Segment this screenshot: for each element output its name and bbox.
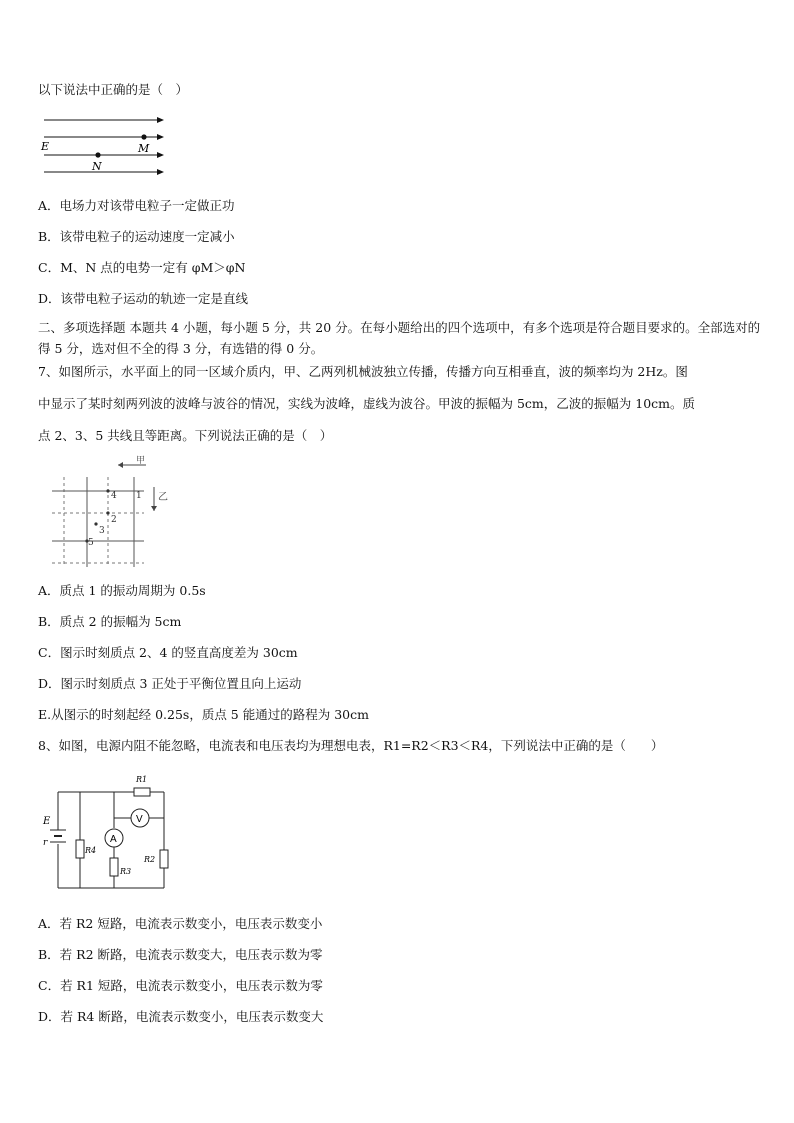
label-r1: R1 — [136, 775, 148, 784]
q8-option-a: A．若 R2 短路，电流表示数变小，电压表示数变小 — [38, 916, 323, 931]
q7-stem-line-2: 中显示了某时刻两列波的波峰与波谷的情况，实线为波峰，虚线为波谷。甲波的振幅为 5cm，乙波的振幅为 10cm。质 — [38, 396, 696, 411]
wave-b-label: 乙 — [158, 492, 168, 503]
field-label: E — [41, 140, 50, 153]
q8-stem: 8、如图，电源内阻不能忽略，电流表和电压表均为理想电表，R1=R2＜R3＜R4，下列说法中正确的是（ ） — [38, 738, 664, 753]
resistor-r4 — [76, 840, 84, 858]
label-r4: R4 — [85, 846, 97, 855]
wave-a-label: 甲 — [136, 456, 146, 466]
point-n — [95, 152, 100, 157]
label-4: 4 — [111, 491, 117, 501]
q6-option-c: C．M、N 点的电势一定有 φM＞φN — [38, 260, 246, 275]
label-m: M — [138, 142, 150, 155]
q6-electric-field-figure — [38, 112, 168, 176]
point-3 — [94, 522, 97, 525]
label-r3: R3 — [120, 867, 132, 876]
q7-stem-line-1: 7、如图所示，水平面上的同一区域介质内，甲、乙两列机械波独立传播，传播方向互相垂直，波的频率均为 2Hz。图 — [38, 364, 688, 379]
q7-option-e: E.从图示的时刻起经 0.25s，质点 5 能通过的路程为 30cm — [38, 707, 369, 722]
q6-option-d: D．该带电粒子运动的轨迹一定是直线 — [38, 291, 249, 306]
section-2-heading: 二、多项选择题 本题共 4 小题，每小题 5 分，共 20 分。在每小题给出的四个选项中，有多个选项是符合题目要求的。全部选对的得 5 分，选对但不全的得 3 分，有选错的得 0 分。 — [38, 320, 761, 356]
label-3: 3 — [99, 526, 105, 536]
voltmeter-label: V — [136, 814, 143, 825]
resistor-r1 — [134, 788, 150, 796]
label-e: E — [43, 816, 51, 827]
point-2 — [106, 511, 109, 514]
label-r: r — [43, 838, 48, 848]
q7-wave-figure — [50, 455, 190, 570]
q7-option-c: C．图示时刻质点 2、4 的竖直高度差为 30cm — [38, 645, 298, 660]
resistor-r3 — [110, 858, 118, 876]
q6-option-b: B．该带电粒子的运动速度一定减小 — [38, 229, 235, 244]
q7-option-b: B．质点 2 的振幅为 5cm — [38, 614, 182, 629]
q8-option-c: C．若 R1 短路，电流表示数变小，电压表示数为零 — [38, 978, 323, 993]
point-m — [141, 134, 146, 139]
label-n: N — [92, 160, 102, 173]
q8-option-d: D．若 R4 断路，电流表示数变小，电压表示数变大 — [38, 1009, 324, 1024]
q8-option-b: B．若 R2 断路，电流表示数变大，电压表示数为零 — [38, 947, 323, 962]
point-4 — [106, 489, 109, 492]
q6-stem-tail: 以下说法中正确的是（ ） — [38, 82, 189, 97]
label-2: 2 — [111, 515, 117, 525]
q7-stem-line-3: 点 2、3、5 共线且等距离。下列说法正确的是（ ） — [38, 428, 333, 443]
q7-option-a: A．质点 1 的振动周期为 0.5s — [38, 583, 206, 598]
label-5: 5 — [88, 538, 94, 548]
resistor-r2 — [160, 850, 168, 868]
q8-circuit-figure — [38, 770, 178, 894]
q7-option-d: D．图示时刻质点 3 正处于平衡位置且向上运动 — [38, 676, 302, 691]
label-r2: R2 — [144, 855, 156, 864]
ammeter-label: A — [110, 834, 117, 845]
label-1: 1 — [136, 491, 142, 501]
q6-option-a: A．电场力对该带电粒子一定做正功 — [38, 198, 235, 213]
